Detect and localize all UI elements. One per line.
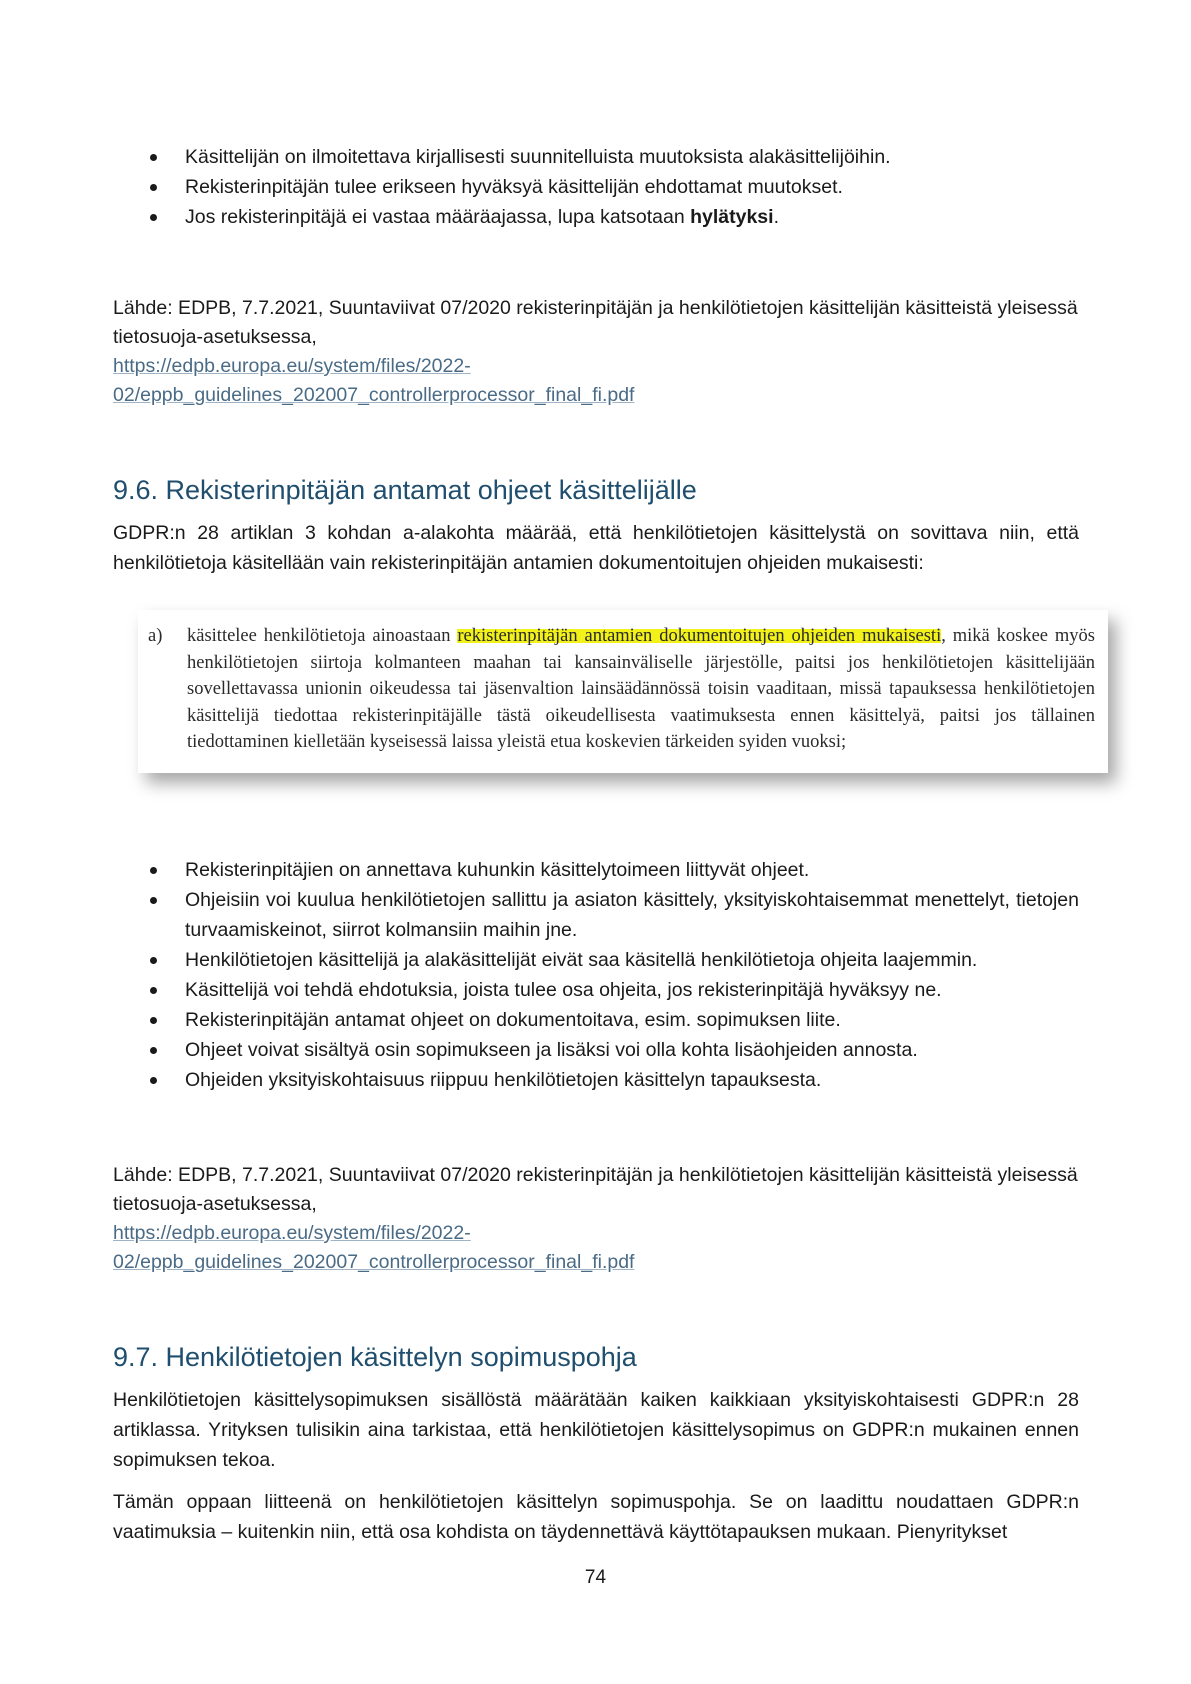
list-item: Rekisterinpitäjän antamat ohjeet on dokumentoitava, esim. sopimuksen liite. <box>113 1005 1079 1035</box>
quote-marker: a) <box>148 626 163 646</box>
bold-term: hylätyksi <box>690 206 774 228</box>
section-intro: GDPR:n 28 artiklan 3 kohdan a-alakohta määrää, että henkilötietojen käsittelystä on sovittava niin, että henkilötietoja käsitellään vain rekisterinpitäjän antamien dokumentoitujen ohjeiden mukaisesti: <box>113 522 1079 574</box>
quote-text: käsittelee henkilötietoja ainoastaan rekisterinpitäjän antamien dokumentoitujen ohjeiden mukaisesti, mikä koskee myös henkilötietojen siirtoja kolmanteen maahan tai kansainväliselle järjestölle, paitsi jos henkilötietojen käsittelijään sovellettavassa unionin oikeudessa tai jäsenvaltion lainsäädännössä toisin vaaditaan, missä tapauksessa henkilötietojen käsittelijä tiedottaa rekisterinpitäjälle tästä oikeudellisesta vaatimuksesta ennen käsittelyä, paitsi jos tällainen tiedottaminen kielletään kyseisessä laissa yleistä etua koskevien tärkeiden syiden vuoksi; <box>187 626 1096 752</box>
section-9-6 <box>113 473 1079 507</box>
highlighted-text: rekisterinpitäjän antamien dokumentoitujen ohjeiden mukaisesti <box>457 626 942 646</box>
bullet-icon <box>150 154 157 161</box>
bullet-list-mid <box>113 855 1079 1095</box>
page-number: 74 <box>584 1567 607 1588</box>
list-item: Ohjeiden yksityiskohtaisuus riippuu henkilötietojen käsittelyn tapauksesta. <box>113 1065 1079 1095</box>
bullet-icon <box>150 1077 157 1084</box>
list-item: Käsittelijän on ilmoitettava kirjallisesti suunnitelluista muutoksista alakäsittelijöihin. <box>113 142 1079 172</box>
bullet-icon <box>150 867 157 874</box>
bullet-icon <box>150 897 157 904</box>
bullet-icon <box>150 184 157 191</box>
list-item: Ohjeet voivat sisältyä osin sopimukseen ja lisäksi voi olla kohta lisäohjeiden annosta. <box>113 1035 1079 1065</box>
section-heading: 9.6. Rekisterinpitäjän antamat ohjeet käsittelijälle <box>113 475 697 505</box>
source-citation-1 <box>113 294 1079 410</box>
list-item: Jos rekisterinpitäjä ei vastaa määräajassa, lupa katsotaan hylätyksi. <box>113 202 1079 232</box>
section-9-7 <box>113 1340 1079 1374</box>
list-item: Rekisterinpitäjien on annettava kuhunkin käsittelytoimeen liittyvät ohjeet. <box>113 855 1079 885</box>
section-heading: 9.7. Henkilötietojen käsittelyn sopimuspohja <box>113 1342 637 1372</box>
bullet-icon <box>150 987 157 994</box>
bullet-icon <box>150 214 157 221</box>
bullet-icon <box>150 1017 157 1024</box>
bullet-icon <box>150 957 157 964</box>
source-link[interactable]: https://edpb.europa.eu/system/files/2022- 02/eppb_guidelines_202007_controllerprocessor_final_fi.pdf <box>113 355 635 406</box>
section-paragraph: Henkilötietojen käsittelysopimuksen sisällöstä määrätään kaiken kaikkiaan yksityiskohtaisesti GDPR:n 28 artiklassa. Yrityksen tulisikin aina tarkistaa, että henkilötietojen käsittelysopimus on GDPR:n mukainen ennen sopimuksen tekoa. <box>113 1389 1079 1471</box>
list-item: Käsittelijä voi tehdä ehdotuksia, joista tulee osa ohjeita, jos rekisterinpitäjä hyväksyy ne. <box>113 975 1079 1005</box>
source-citation-2 <box>113 1161 1079 1277</box>
bullet-list-top <box>113 142 1079 232</box>
source-text: Lähde: EDPB, 7.7.2021, Suuntaviivat 07/2020 rekisterinpitäjän ja henkilötietojen käsittelijän käsitteistä yleisessä tietosuoja-asetuksessa, <box>113 1164 1078 1215</box>
section-paragraph: Tämän oppaan liitteenä on henkilötietojen käsittelyn sopimuspohja. Se on laadittu noudattaen GDPR:n vaatimuksia – kuitenkin niin, että osa kohdista on täydennettävä käyttötapauksen mukaan. Pienyritykset <box>113 1491 1079 1543</box>
list-item: Ohjeisiin voi kuulua henkilötietojen sallittu ja asiaton käsittely, yksityiskohtaisemmat menettelyt, tietojen turvaamiskeinot, siirrot kolmansiin maihin jne. <box>113 885 1079 945</box>
list-item: Rekisterinpitäjän tulee erikseen hyväksyä käsittelijän ehdottamat muutokset. <box>113 172 1079 202</box>
bullet-icon <box>150 1047 157 1054</box>
list-item: Henkilötietojen käsittelijä ja alakäsittelijät eivät saa käsitellä henkilötietoja ohjeita laajemmin. <box>113 945 1079 975</box>
source-text: Lähde: EDPB, 7.7.2021, Suuntaviivat 07/2020 rekisterinpitäjän ja henkilötietojen käsittelijän käsitteistä yleisessä tietosuoja-asetuksessa, <box>113 297 1078 348</box>
source-link[interactable]: https://edpb.europa.eu/system/files/2022- 02/eppb_guidelines_202007_controllerprocessor_final_fi.pdf <box>113 1222 635 1273</box>
quoted-excerpt <box>138 610 1108 773</box>
